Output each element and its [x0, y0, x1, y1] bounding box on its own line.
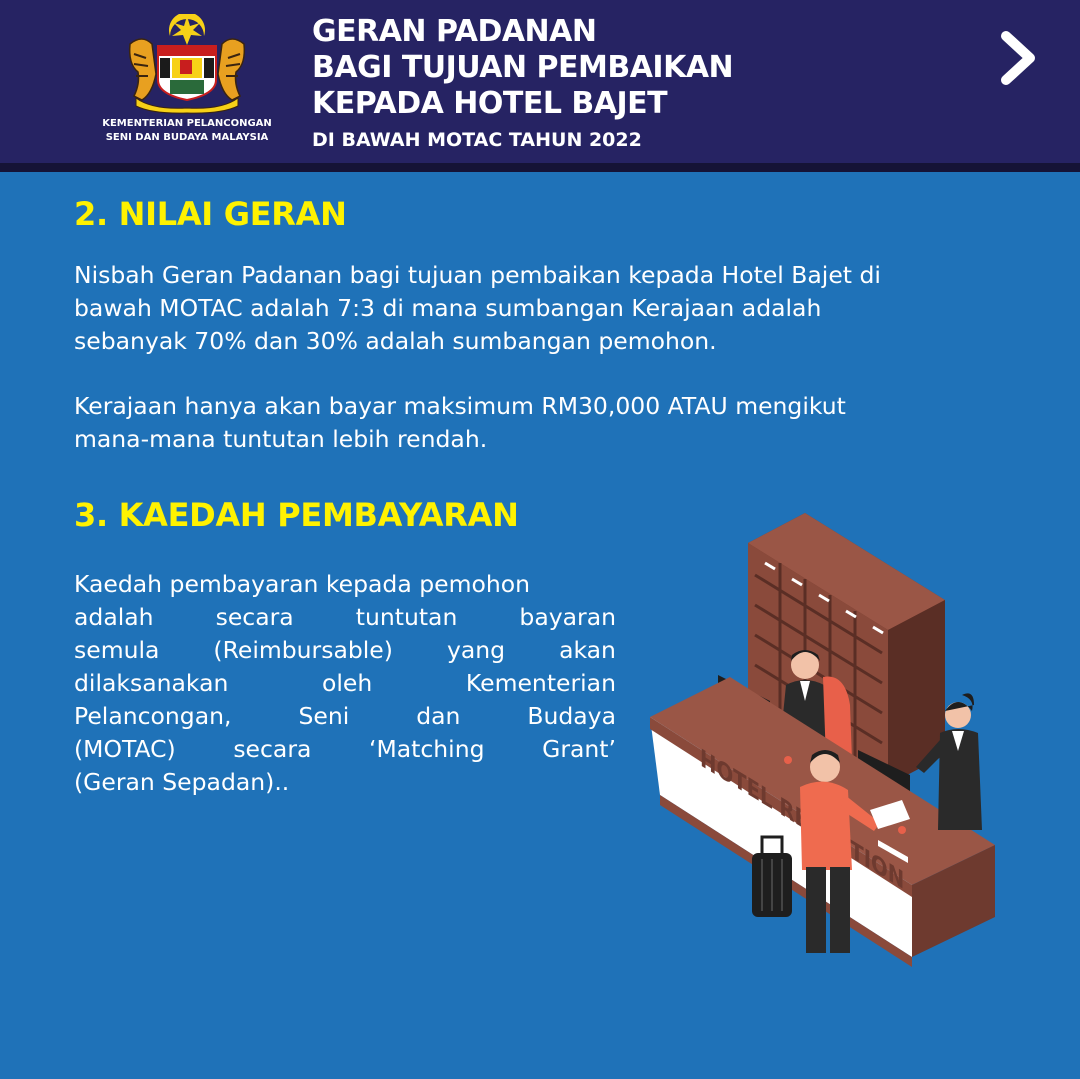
word: bayaran: [519, 603, 616, 631]
word: dan: [416, 702, 461, 730]
title-line-3: KEPADA HOTEL BAJET: [312, 86, 668, 121]
word: Grant’: [542, 735, 616, 763]
word: (MOTAC): [74, 735, 176, 763]
paragraph-line: Nisbah Geran Padanan bagi tujuan pembaikan kepada Hotel Bajet di: [74, 261, 881, 289]
title-line-2: BAGI TUJUAN PEMBAIKAN: [312, 50, 734, 85]
paragraph-line: [74, 766, 616, 799]
word: dilaksanakan: [74, 669, 229, 697]
section-heading-kaedah-pembayaran: 3. KAEDAH PEMBAYARAN: [74, 496, 519, 534]
paragraph-line: bawah MOTAC adalah 7:3 di mana sumbangan Kerajaan adalah: [74, 294, 822, 322]
word: akan: [559, 636, 616, 664]
word: secara: [215, 603, 294, 631]
paragraph-line: Kerajaan hanya akan bayar maksimum RM30,000 ATAU mengikut: [74, 392, 846, 420]
desk-sign: HOTEL: [700, 742, 773, 816]
chevron-right-icon[interactable]: [996, 30, 1042, 86]
word: (Geran Sepadan)..: [74, 768, 290, 796]
word: ‘Matching: [369, 735, 485, 763]
paragraph-line: [74, 667, 616, 700]
word: secara: [233, 735, 312, 763]
word: adalah: [74, 603, 154, 631]
paragraph-line: [74, 601, 616, 634]
title-subtitle: DI BAWAH MOTAC TAHUN 2022: [312, 129, 642, 151]
paragraph-line: [74, 733, 616, 766]
paragraph-line: [74, 568, 616, 601]
word: yang: [446, 636, 506, 664]
paragraph-line: sebanyak 70% dan 30% adalah sumbangan pemohon.: [74, 327, 717, 355]
paragraph-line: [74, 634, 616, 667]
kaedah-paragraph: [74, 568, 616, 799]
nilai-paragraph-1: [74, 259, 881, 358]
paragraph-line: [74, 700, 616, 733]
hotel-reception-illustration: [640, 505, 1000, 970]
ministry-name: [92, 117, 282, 145]
title-line-1: GERAN PADANAN: [312, 14, 597, 49]
word: Pelancongan,: [74, 702, 232, 730]
word: Seni: [298, 702, 350, 730]
section-heading-nilai-geran: 2. NILAI GERAN: [74, 195, 347, 233]
word: Kementerian: [465, 669, 616, 697]
page-title: [312, 14, 733, 154]
nilai-paragraph-2: [74, 390, 846, 456]
word: (Reimbursable): [213, 636, 393, 664]
word: tuntutan: [355, 603, 458, 631]
paragraph-line: mana-mana tuntutan lebih rendah.: [74, 425, 488, 453]
word: Kaedah pembayaran kepada pemohon: [74, 570, 531, 598]
ministry-line-2: SENI DAN BUDAYA MALAYSIA: [105, 132, 269, 143]
word: oleh: [322, 669, 373, 697]
ministry-line-1: KEMENTERIAN PELANCONGAN: [102, 118, 272, 129]
header-divider: [0, 163, 1080, 172]
coat-of-arms-logo: [122, 14, 252, 114]
word: semula: [74, 636, 160, 664]
word: Budaya: [527, 702, 616, 730]
